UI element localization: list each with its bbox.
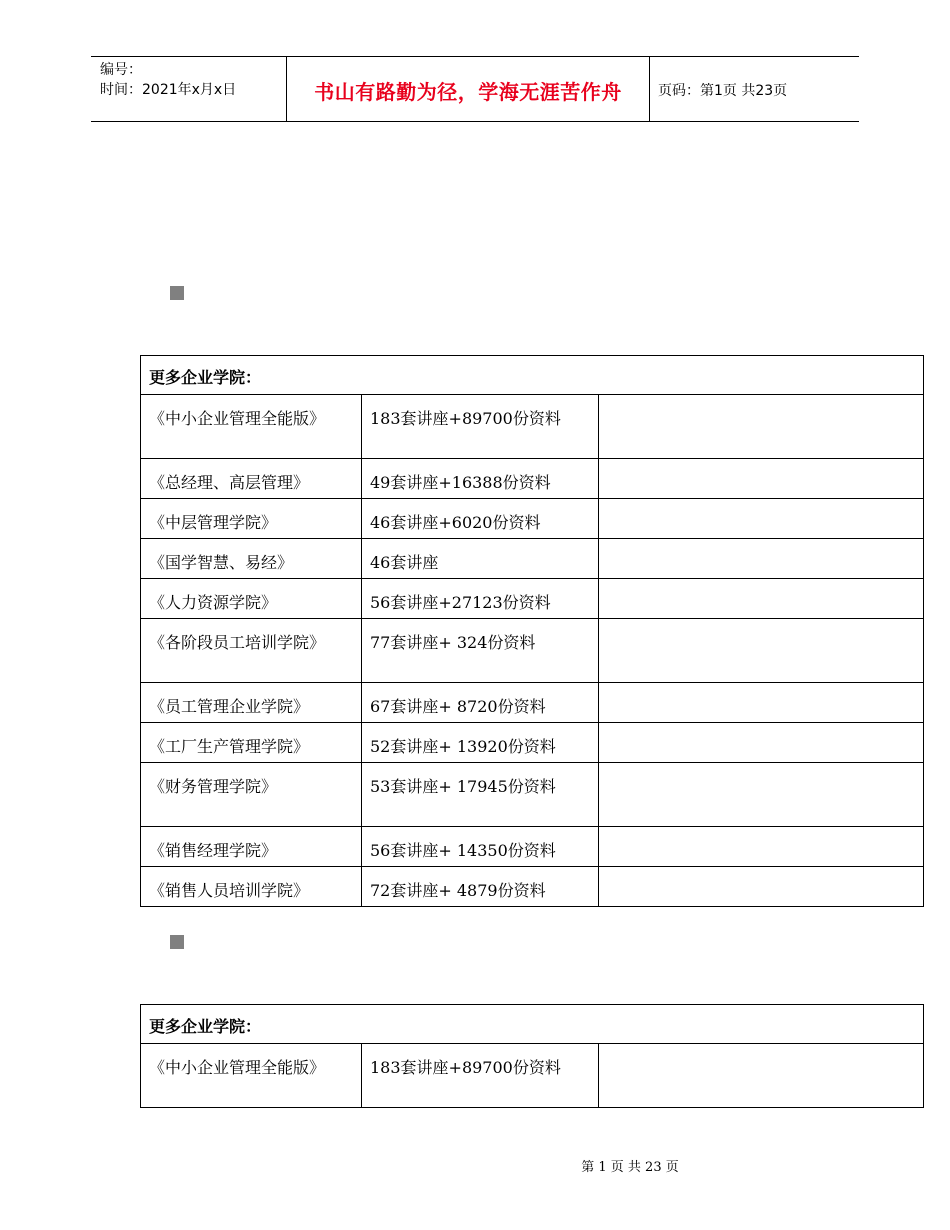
- header-meta: [100, 60, 236, 100]
- table-heading: 更多企业学院：: [141, 356, 924, 395]
- course-name: 《员工管理企业学院》: [141, 683, 362, 723]
- empty-cell: [599, 1044, 924, 1108]
- course-name: 《财务管理学院》: [141, 763, 362, 827]
- square-bullet-icon: [170, 935, 184, 949]
- academy-table-2: [140, 1004, 924, 1108]
- empty-cell: [599, 579, 924, 619]
- course-count: 56套讲座+27123份资料: [362, 579, 599, 619]
- table-row: [141, 459, 924, 499]
- course-count: 72套讲座+ 4879份资料: [362, 867, 599, 907]
- table-heading: 更多企业学院：: [141, 1005, 924, 1044]
- header-bottom-rule: [91, 121, 859, 122]
- header-top-rule: [91, 56, 859, 57]
- course-count: 77套讲座+ 324份资料: [362, 619, 599, 683]
- table-row: [141, 827, 924, 867]
- empty-cell: [599, 539, 924, 579]
- course-count: 53套讲座+ 17945份资料: [362, 763, 599, 827]
- square-bullet-icon: [170, 286, 184, 300]
- course-name: 《国学智慧、易经》: [141, 539, 362, 579]
- table-row: [141, 539, 924, 579]
- header-divider-right: [649, 56, 650, 122]
- course-count: 46套讲座+6020份资料: [362, 499, 599, 539]
- course-name: 《总经理、高层管理》: [141, 459, 362, 499]
- time-label: 时间：2021年x月x日: [100, 82, 237, 98]
- empty-cell: [599, 723, 924, 763]
- table-row: [141, 499, 924, 539]
- course-count: 183套讲座+89700份资料: [362, 395, 599, 459]
- table-row: [141, 723, 924, 763]
- table-row: [141, 395, 924, 459]
- table-heading-row: [141, 1005, 924, 1044]
- table-row: [141, 579, 924, 619]
- course-name: 《各阶段员工培训学院》: [141, 619, 362, 683]
- empty-cell: [599, 459, 924, 499]
- course-count: 183套讲座+89700份资料: [362, 1044, 599, 1108]
- course-name: 《人力资源学院》: [141, 579, 362, 619]
- course-count: 67套讲座+ 8720份资料: [362, 683, 599, 723]
- table-row: [141, 683, 924, 723]
- header-page-label: 页码：第1页 共23页: [658, 83, 788, 99]
- empty-cell: [599, 395, 924, 459]
- course-name: 《中小企业管理全能版》: [141, 1044, 362, 1108]
- table-row: [141, 1044, 924, 1108]
- empty-cell: [599, 619, 924, 683]
- empty-cell: [599, 867, 924, 907]
- table-row: [141, 867, 924, 907]
- empty-cell: [599, 683, 924, 723]
- page-footer: 第 1 页 共 23 页: [581, 1160, 679, 1175]
- course-name: 《中小企业管理全能版》: [141, 395, 362, 459]
- course-count: 52套讲座+ 13920份资料: [362, 723, 599, 763]
- table-row: [141, 619, 924, 683]
- empty-cell: [599, 763, 924, 827]
- empty-cell: [599, 499, 924, 539]
- table-heading-row: [141, 356, 924, 395]
- course-count: 49套讲座+16388份资料: [362, 459, 599, 499]
- course-count: 56套讲座+ 14350份资料: [362, 827, 599, 867]
- course-name: 《工厂生产管理学院》: [141, 723, 362, 763]
- course-name: 《中层管理学院》: [141, 499, 362, 539]
- course-count: 46套讲座: [362, 539, 599, 579]
- header-motto: 书山有路勤为径，学海无涯苦作舟: [314, 80, 622, 104]
- academy-table-1: [140, 355, 924, 907]
- table-row: [141, 763, 924, 827]
- empty-cell: [599, 827, 924, 867]
- number-label: 编号：: [100, 62, 142, 78]
- course-name: 《销售人员培训学院》: [141, 867, 362, 907]
- course-name: 《销售经理学院》: [141, 827, 362, 867]
